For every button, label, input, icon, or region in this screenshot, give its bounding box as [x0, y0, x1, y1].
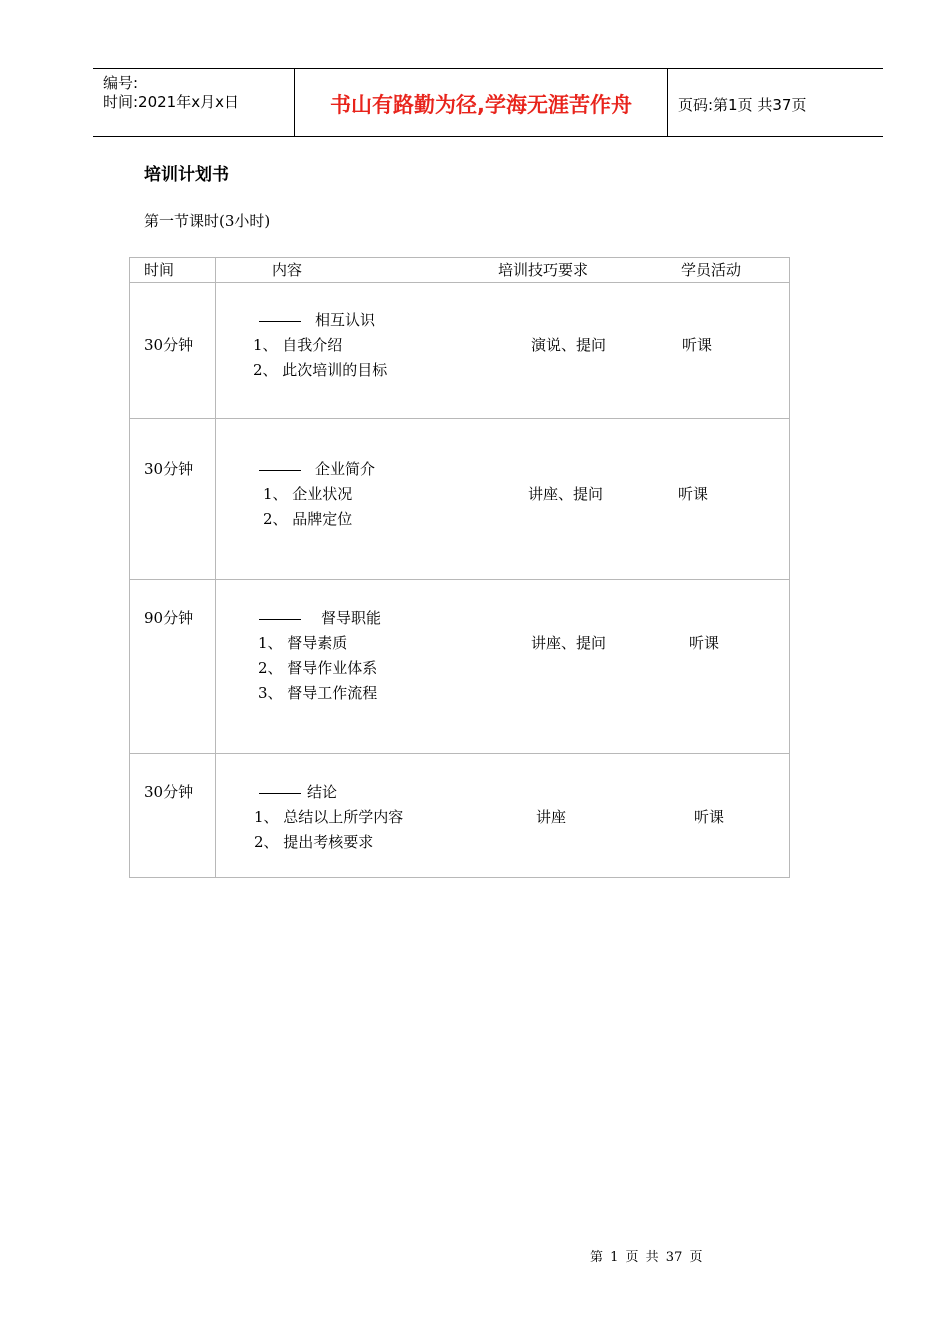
- table-row: [130, 419, 790, 580]
- activity-text: 听课: [689, 634, 720, 652]
- header-left-cell: [93, 69, 295, 136]
- column-header-method: 培训技巧要求: [498, 261, 589, 279]
- content-cell: [216, 419, 790, 580]
- table-row: [130, 580, 790, 754]
- topic-heading: 相互认识: [259, 311, 375, 329]
- activity-text: 听课: [682, 336, 713, 354]
- section-title: 第一节课时(3小时): [144, 212, 271, 230]
- activity-text: 听课: [678, 485, 709, 503]
- topic-heading: 督导职能: [259, 609, 381, 627]
- document-date-label: 时间:2021年x月x日: [103, 93, 239, 111]
- column-header-activity: 学员活动: [681, 261, 742, 279]
- method-text: 演说、提问: [531, 336, 607, 354]
- activity-text: 听课: [694, 808, 725, 826]
- page-header: [93, 68, 883, 137]
- content-cell: [216, 580, 790, 754]
- dash-line: [259, 619, 301, 620]
- list-item: 1、 企业状况: [263, 485, 353, 503]
- content-cell: [216, 754, 790, 878]
- list-item: 1、 督导素质: [258, 634, 348, 652]
- list-item: 1、 自我介绍: [253, 336, 343, 354]
- list-item: 1、 总结以上所学内容: [254, 808, 404, 826]
- method-text: 讲座、提问: [531, 634, 607, 652]
- table-header-row: [130, 258, 790, 283]
- dash-line: [259, 793, 301, 794]
- column-header-content: 内容: [272, 261, 303, 279]
- time-cell: 30分钟: [130, 754, 216, 878]
- header-page-cell: [668, 69, 883, 136]
- page-footer: 第 1 页 共 37 页: [590, 1250, 703, 1265]
- table-row: [130, 283, 790, 419]
- document-number-label: 编号:: [103, 74, 139, 92]
- header-motto-cell: [295, 69, 668, 136]
- dash-line: [259, 470, 301, 471]
- column-header-time: 时间: [130, 258, 216, 283]
- method-text: 讲座: [536, 808, 567, 826]
- topic-heading: 企业简介: [259, 460, 375, 478]
- table-row: [130, 754, 790, 878]
- list-item: 2、 督导作业体系: [258, 659, 378, 677]
- method-text: 讲座、提问: [528, 485, 604, 503]
- header-motto: 书山有路勤为径,学海无涯苦作舟: [330, 93, 632, 117]
- time-cell: 30分钟: [130, 419, 216, 580]
- column-header-group: [216, 258, 790, 283]
- topic-heading: 结论: [259, 783, 337, 801]
- time-cell: 90分钟: [130, 580, 216, 754]
- list-item: 2、 此次培训的目标: [253, 361, 388, 379]
- content-cell: [216, 283, 790, 419]
- document-title: 培训计划书: [144, 165, 229, 185]
- list-item: 3、 督导工作流程: [258, 684, 378, 702]
- time-cell: 30分钟: [130, 283, 216, 419]
- list-item: 2、 提出考核要求: [254, 833, 374, 851]
- dash-line: [259, 321, 301, 322]
- header-page-info: 页码:第1页 共37页: [678, 96, 807, 114]
- list-item: 2、 品牌定位: [263, 510, 353, 528]
- training-plan-table: [129, 257, 790, 878]
